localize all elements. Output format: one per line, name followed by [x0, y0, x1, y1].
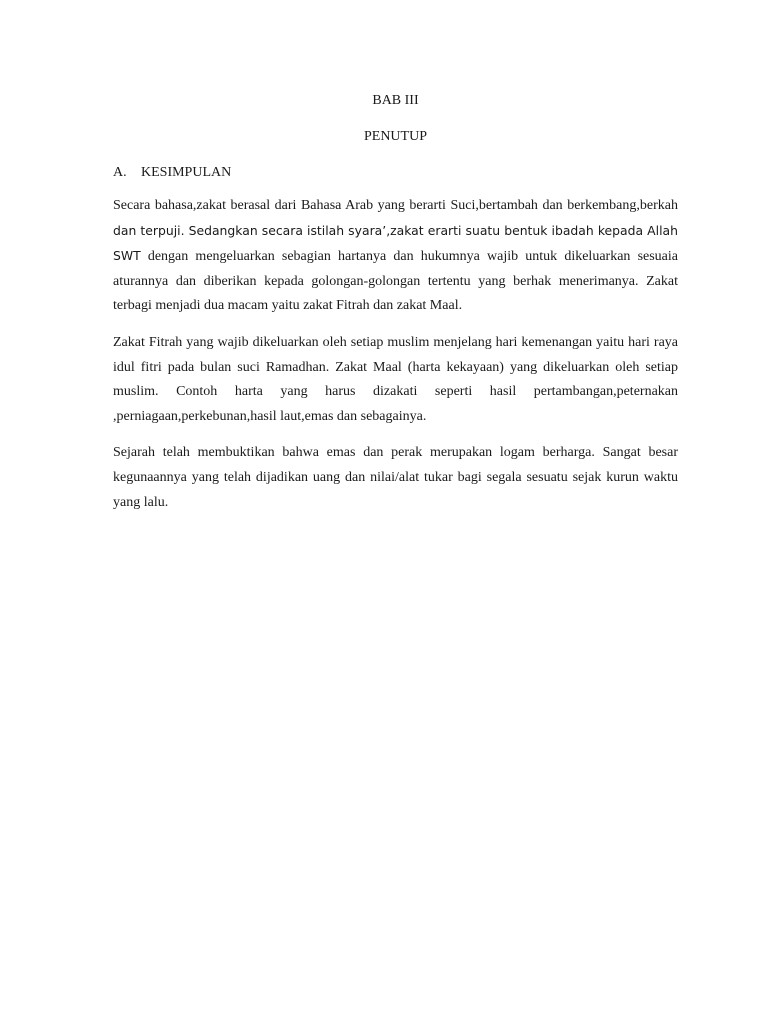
section-number: A. — [113, 165, 127, 180]
paragraph-1-part-2: dan terpuji. Sedangkan secara istilah syara’,zakat erarti suatu bentuk ibadah kepada Allah SWT — [113, 222, 678, 264]
chapter-title: PENUTUP — [363, 129, 427, 144]
paragraph-1-part-1: Secara bahasa,zakat berasal dari Bahasa Arab yang berarti Suci,bertambah dan berkembang,berkah — [113, 198, 678, 213]
section-title: KESIMPULAN — [141, 165, 232, 180]
paragraph-2: Zakat Fitrah yang wajib dikeluarkan oleh setiap muslim menjelang hari kemenangan yaitu hari raya idul fitri pada bulan suci Ramadhan. Zakat Maal (harta kekayaan) yang dikeluarkan oleh setiap muslim. Contoh harta yang harus dizakati seperti hasil pertambangan,peternakan ,perniagaan,perkebunan,hasil laut,emas dan sebagainya. — [113, 334, 678, 424]
section-heading — [113, 160, 678, 186]
chapter-number: BAB III — [372, 93, 419, 108]
page-content — [113, 88, 678, 515]
paragraph-1 — [113, 194, 678, 319]
paragraph-1-part-3: dengan mengeluarkan sebagian hartanya dan hukumnya wajib untuk dikeluarkan sesuaia aturannya dan diberikan kepada golongan-golongan tertentu yang berhak menerimanya. Zakat terbagi menjadi dua macam yaitu zakat Fitrah dan zakat Maal. — [113, 249, 678, 314]
paragraph-3: Sejarah telah membuktikan bahwa emas dan perak merupakan logam berharga. Sangat besar kegunaannya yang telah dijadikan uang dan nilai/alat tukar bagi segala sesuatu sejak kurun waktu yang lalu. — [113, 445, 678, 510]
